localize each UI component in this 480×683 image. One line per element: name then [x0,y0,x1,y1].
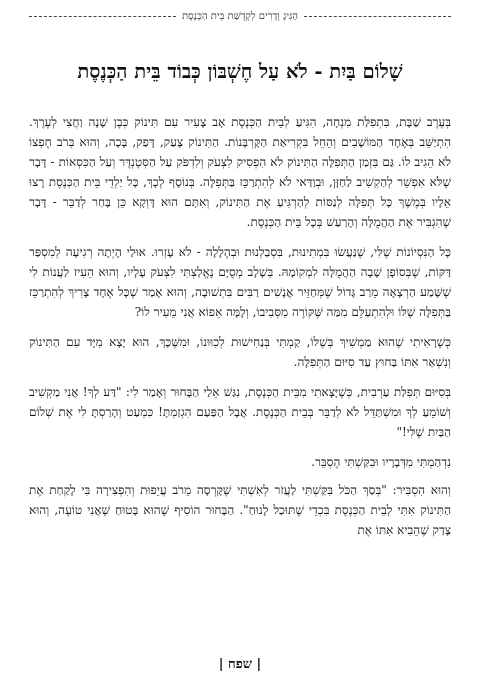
paragraph: כָּל הַנִּסְיוֹנוֹת שֶׁלִּי, שֶׁנַּעֲשׂוּ בִּמְתִינוּת, בִּסְבַלְנוּת וּבְהֶלָלָה - לֹא עָזְרוּ. אוּלַי הָיְתָה רְגִיעָה לְמִסְפַּר דַּקּוֹת, שֶׁבְּסוֹפָן שָׁבָה הַהֲמֻלָּה לִמְקוֹמָהּ. בְּשָׁלָב מְסֻיָּם נֶאֱלַצְתִּי לִצְעֹק עָלָיו, וְהוּא הֵעִיז לַעֲנוֹת לִי שֶׁשָּׁמַע הַרְצָאָה מֵרַב גָּדוֹל שֶׁמְּחַזֵּיר אֲנָשִׁים רַבִּים בִּתְשׁוּבָה, וְהוּא אָמַר שֶׁכָּל אֶחָד צָרִיךְ לְהִתְרַכֵּז בַּתְּפִלָּה שֶׁלּוֹ וּלְהִתְעַלֵּם מִמַּה שֶּׁקּוֹרֶה מִסְּבִיבוֹ, וְלָמָּה אֵפוֹא אֲנִי מֵעִיר לוֹ? [29,245,451,319]
paragraph: בְּעֶרֶב שַׁבָּת, בִּתְפִלַּת מִנְחָה, הִגִּיעַ לְבֵית הַכְּנֶסֶת אָב צָעִיר עִם תִּינוֹק כְּבֶן שָׁנָה וַחֲצִי לְעֶרֶךְ. הִתְיַשֵּׁב בְּאֶחָד הַמּוֹשָׁבִים וְהֵחֵל בִּקְרִיאַת הַקָּרְבָּנוֹת. הַתִּינוֹק צָעַק, דָּפַק, בָּכָה, וְהוּא בְּרֹב חֶפְצוֹ לֹא הֵגִיב לוֹ. גַּם בִּזְמַן הַתְּפִלָּה הַתִּינוֹק לֹא הִפְסִיק לִצְעֹק וְלִדְפֹּק עַל הַסְּטֶנְדֶּר וְעַל הַכִּסְאוֹת - דָּבָר שֶׁלֹּא אִפְשֵׁר לְהַקְשִׁיב לַחַזָּן, וּבְוַדַּאי לֹא לְהִתְרַכֵּז בַּתְּפִלָּה. בְּנוֹסָף לְכָךְ, כָּל יַלְדֵי בֵּית הַכְּנֶסֶת רָצוּ אֵלָיו בְּמֶשֶׁךְ כָּל תְּפִלָּה לְנַסּוֹת לְהַרְגִּיעַ אֶת הַתִּינוֹק, וְאִתָּם הוּא דָּוְקָא כֵּן בָּחַר לְדַבֵּר - דָּבָר שֶׁהִגְבִּיר אֶת הַהֲמֻלָּה וְהָרַעַשׁ בְּכָל בֵּית הַכְּנֶסֶת. [29,115,451,229]
header-rule-left [29,16,176,17]
paragraph: בְּסִיּוּם תְּפִלַּת עַרְבִית, כְּשֶׁיָּצָאתִי מִבֵּית הַכְּנֶסֶת, נִגַּשׁ אֵלַי הַבָּחוּר וְאָמַר לִי: "דַּע לְךָ! אֲנִי מַקְשִׁיב וְשׁוֹמֵעַ לְךָ וּמִשְׁתַּדֵּל לֹא לְדַבֵּר בְּבֵית הַכְּנֶסֶת. אֲבָל הַפַּעַם הִגְזַמְתָּ! כִּמְעַט וְהָרַסְתָּ לִי אֶת שְׁלוֹם הַבַּיִת שֶׁלִּי!" [29,385,451,439]
running-header [29,11,451,22]
paragraph: נִדְהַמְתִּי מִדְּבָרָיו וּבִקַּשְׁתִּי הֶסְבֵּר. [311,455,451,469]
paragraph: וְהוּא הִסְבִּיר: "בְּסַךְ הַכֹּל בִּקַּשְׁתִּי לַעֲזֹר לְאִשְׁתִּי שֶׁקָּרְסָה מֵרֹב עֲיֵפוּת וְהִפְצִירָה בִּי לָקַחַת אֶת הַתִּינוֹק אִתִּי לְבֵית הַכְּנֶסֶת בִּכְדֵי שֶׁתּוּכַל לָנוּחַ". הַבָּחוּר הוֹסִיף שֶׁהוּא בָּטוּחַ שֶׁאֲנִי טוֹעֶה, וְהוּא צָדַק שֶׁהֵבִיא אִתּוֹ אֶת [29,483,451,537]
article-title: שָׁלוֹם בַּיִת - לֹא עַל חֶשְׁבּוֹן כְּבוֹד בֵּית הַכְּנֶסֶת [77,60,403,83]
paragraph: כְּשֶׁרָאִיתִי שֶׁהוּא מַמְשִׁיךְ בְּשֶׁלּוֹ, קַמְתִּי בְּנַחִישׁוּת לְכִוּוּנוֹ, וּמִשֶּׁכָּךְ, הוּא יָצָא מִיָּד עִם הַתִּינוֹק וְנִשְׁאַר אִתּוֹ בַּחוּץ עַד סִיּוּם הַתְּפִלָּה. [29,335,451,369]
header-rule-right [304,16,451,17]
running-header-text: הַגִּיגָ וְדָרִים לִקְדֻשַּׁת בֵּית הַכְּנֶסֶת [181,11,299,22]
page-number: | שפח | [218,657,262,672]
article-body [29,112,451,550]
